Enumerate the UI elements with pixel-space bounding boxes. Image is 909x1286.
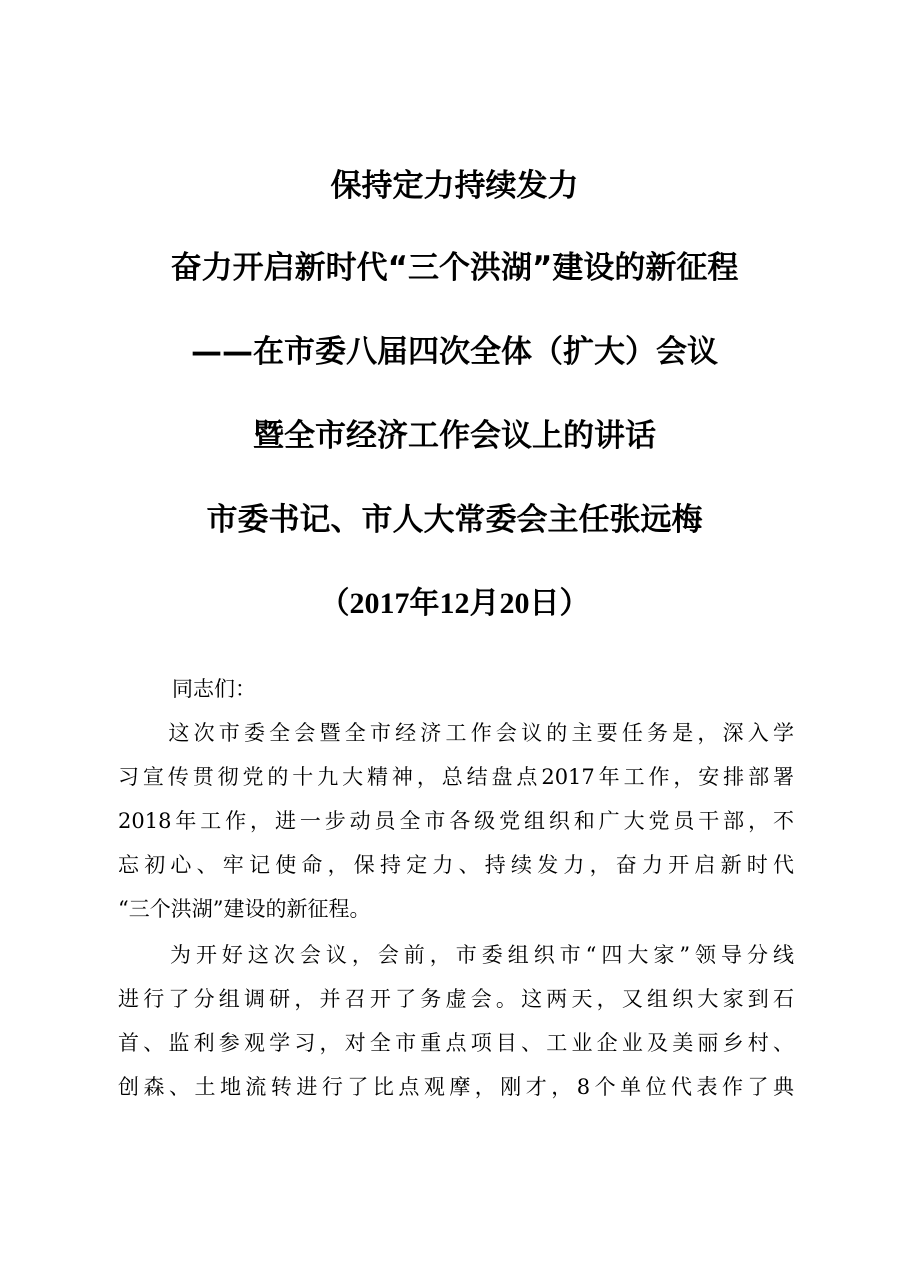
paragraph-2-line-3: 首、监利参观学习，对全市重点项目、工业企业及美丽乡村、 [118, 1031, 794, 1055]
title-occasion-line1: ——在市委八届四次全体（扩大）会议 [191, 334, 718, 370]
title-subtitle: 奋力开启新时代“三个洪湖”建设的新征程 [170, 250, 739, 286]
greeting: 同志们： [172, 677, 256, 701]
paragraph-1-line-4: 忘初心、牢记使命，保持定力、持续发力，奋力开启新时代 [118, 853, 794, 877]
paragraph-2-line-2: 进行了分组调研，并召开了务虚会。这两天，又组织大家到石 [118, 987, 794, 1011]
paragraph-1-line-3: 2018年工作，进一步动员全市各级党组织和广大党员干部，不 [118, 809, 794, 833]
paragraph-2-line-4: 创森、土地流转进行了比点观摩，刚才，8个单位代表作了典 [118, 1075, 794, 1099]
title-occasion-line2: 暨全市经济工作会议上的讲话 [253, 418, 656, 454]
paragraph-1-line-2: 习宣传贯彻党的十九大精神，总结盘点2017年工作，安排部署 [118, 765, 794, 789]
speaker-line: 市委书记、市人大常委会主任张远梅 [206, 502, 703, 538]
title-main: 保持定力持续发力 [330, 168, 579, 204]
paragraph-1-line-5: “三个洪湖”建设的新征程。 [118, 897, 371, 921]
speech-date: （2017年12月20日） [319, 587, 590, 620]
paragraph-1-line-1: 这次市委全会暨全市经济工作会议的主要任务是，深入学 [118, 721, 794, 745]
paragraph-2-line-1: 为开好这次会议，会前，市委组织市“四大家”领导分线 [118, 943, 794, 967]
